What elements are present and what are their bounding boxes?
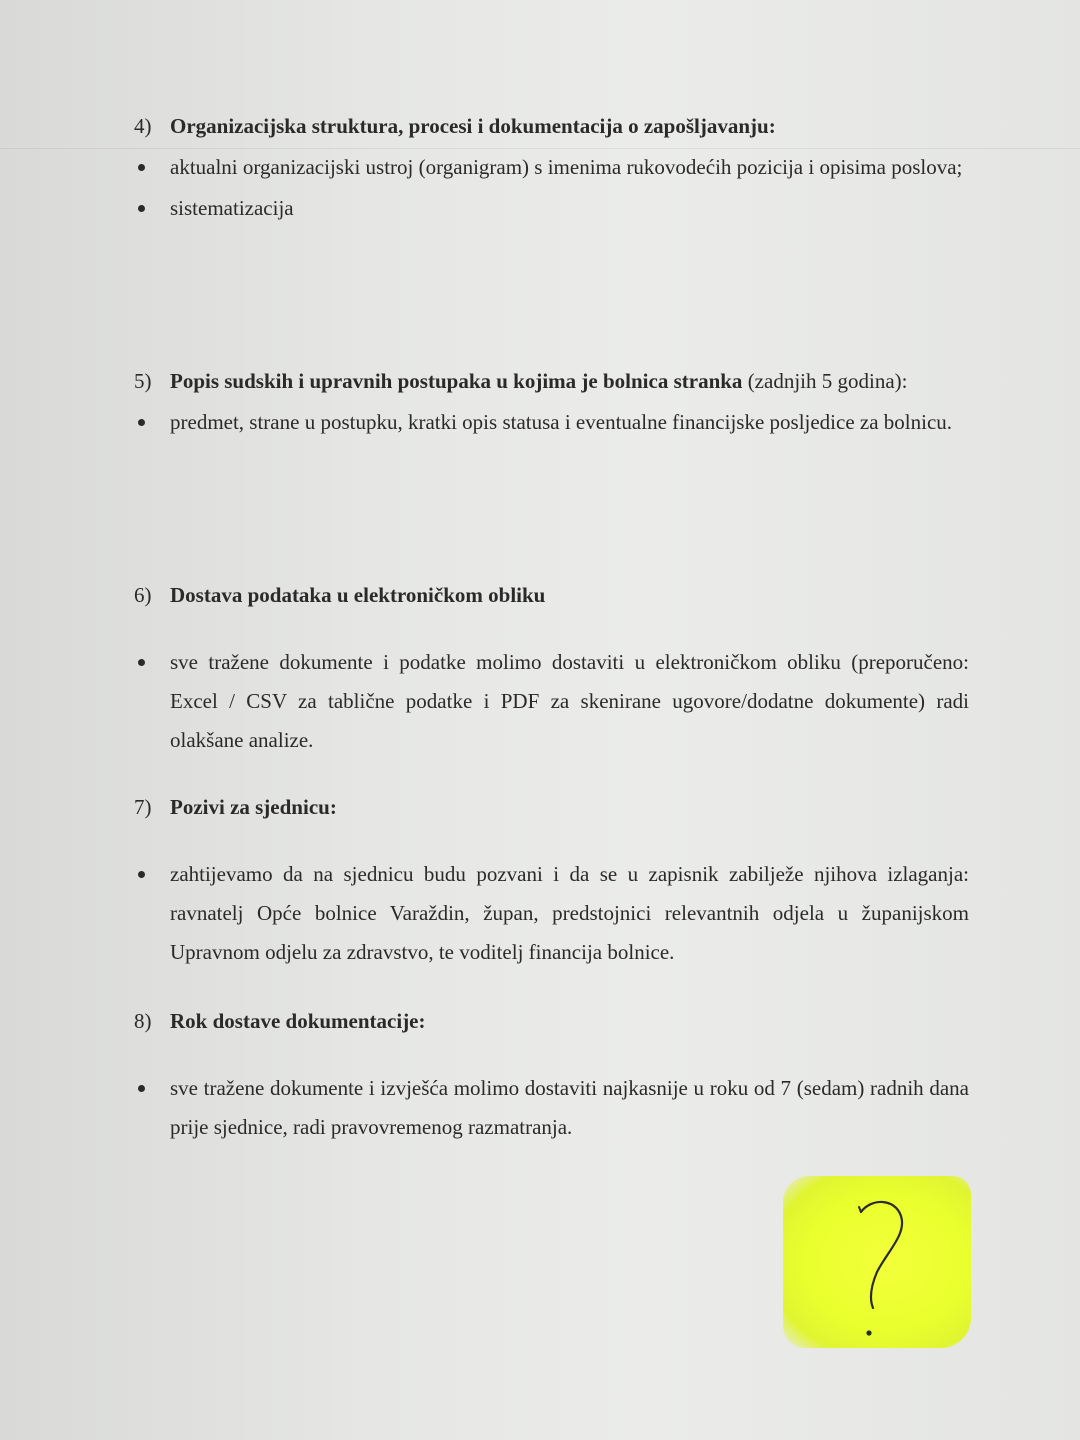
section-6 xyxy=(134,581,969,760)
bullet-dot xyxy=(138,419,145,426)
bullet-dot xyxy=(138,659,145,666)
bullet-dot xyxy=(138,871,145,878)
section-4-number: 4) xyxy=(134,114,152,138)
bullet-dot xyxy=(138,164,145,171)
section-4-bullet-1 xyxy=(134,148,969,187)
section-8-number: 8) xyxy=(134,1009,152,1033)
section-5-title: Popis sudskih i upravnih postupaka u kojima je bolnica stranka xyxy=(170,369,743,393)
section-8-title: Rok dostave dokumentacije: xyxy=(170,1009,426,1033)
section-8 xyxy=(134,1007,969,1147)
bullet-text: predmet, strane u postupku, kratki opis statusa i eventualne financijske posljedice za bolnicu. xyxy=(170,410,953,434)
section-4-heading xyxy=(134,112,969,140)
section-7-title: Pozivi za sjednicu: xyxy=(170,795,337,819)
sticky-note xyxy=(783,1176,971,1348)
section-6-heading xyxy=(134,581,969,609)
section-6-number: 6) xyxy=(134,583,152,607)
bullet-text: sve tražene dokumente i izvješća molimo dostaviti najkasnije u roku od 7 (sedam) radnih dana prije sjednice, radi pravovremenog razmatranja. xyxy=(170,1076,969,1139)
section-4-title: Organizacijska struktura, procesi i dokumentacija o zapošljavanju: xyxy=(170,114,776,138)
section-5-title-suffix: (zadnjih 5 godina): xyxy=(742,369,908,393)
bullet-dot xyxy=(138,205,145,212)
section-7 xyxy=(134,793,969,972)
bullet-text: zahtijevamo da na sjednicu budu pozvani i da se u zapisnik zabilježe njihova izlaganja: ravnatelj Opće bolnice Varaždin, župan, predstojnici relevantnih odjela u županijskom Upravnom odjelu za zdravstvo, te voditelj financija bolnice. xyxy=(170,862,969,964)
bullet-text: sve tražene dokumente i podatke molimo dostaviti u elektroničkom obliku (preporučeno: Excel / CSV za tablične podatke i PDF za skenirane ugovore/dodatne dokumente) radi olakšane analize. xyxy=(170,650,969,752)
bullet-text: sistematizacija xyxy=(170,196,294,220)
section-6-bullet-1 xyxy=(134,643,969,760)
section-8-heading xyxy=(134,1007,969,1035)
bullet-text: aktualni organizacijski ustroj (organigram) s imenima rukovodećih pozicija i opisima poslova; xyxy=(170,155,963,179)
section-5-number: 5) xyxy=(134,369,152,393)
section-4 xyxy=(134,112,969,228)
section-5-heading xyxy=(134,367,969,395)
bullet-dot xyxy=(138,1085,145,1092)
section-8-bullet-1 xyxy=(134,1069,969,1147)
section-4-bullet-2 xyxy=(134,189,969,228)
section-5-bullet-1 xyxy=(134,403,969,442)
section-7-heading xyxy=(134,793,969,821)
section-7-bullet-1 xyxy=(134,855,969,972)
section-7-number: 7) xyxy=(134,795,152,819)
section-5 xyxy=(134,367,969,442)
question-mark-icon xyxy=(783,1176,971,1348)
section-6-title: Dostava podataka u elektroničkom obliku xyxy=(170,583,546,607)
